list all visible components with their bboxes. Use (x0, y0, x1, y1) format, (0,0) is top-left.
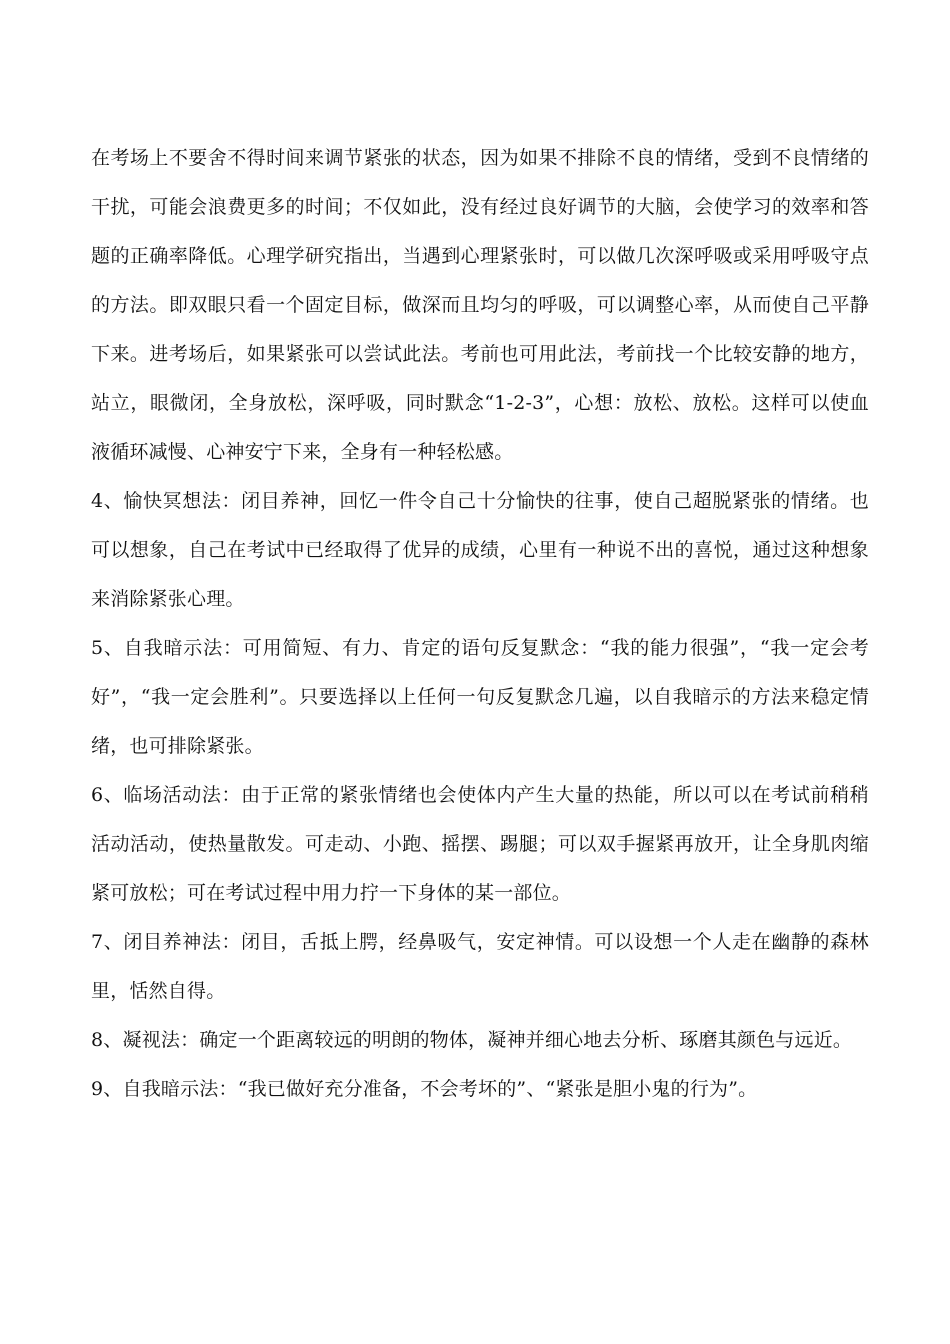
paragraph-item-7: 7、闭目养神法：闭目，舌抵上腭，经鼻吸气，安定神情。可以设想一个人走在幽静的森林里，恬然自得。 (91, 931, 869, 1002)
paragraph-item-9: 9、自我暗示法：“我已做好充分准备，不会考坏的”、“紧张是胆小鬼的行为”。 (91, 1078, 758, 1100)
paragraph-item-4: 4、愉快冥想法：闭目养神，回忆一件令自己十分愉快的往事，使自己超脱紧张的情绪。也可以想象，自己在考试中已经取得了优异的成绩，心里有一种说不出的喜悦，通过这种想象来消除紧张心理。 (91, 490, 869, 610)
paragraph-intro: 在考场上不要舍不得时间来调节紧张的状态，因为如果不排除不良的情绪，受到不良情绪的干扰，可能会浪费更多的时间；不仅如此，没有经过良好调节的大脑，会使学习的效率和答题的正确率降低。心理学研究指出，当遇到心理紧张时，可以做几次深呼吸或采用呼吸守点的方法。即双眼只看一个固定目标，做深而且均匀的呼吸，可以调整心率，从而使自己平静下来。进考场后，如果紧张可以尝试此法。考前也可用此法，考前找一个比较安静的地方，站立，眼微闭，全身放松，深呼吸，同时默念“1-2-3”，心想：放松、放松。这样可以使血液循环减慢、心神安宁下来，全身有一种轻松感。 (91, 147, 869, 463)
paragraph-item-6: 6、临场活动法：由于正常的紧张情绪也会使体内产生大量的热能，所以可以在考试前稍稍活动活动，使热量散发。可走动、小跑、摇摆、踢腿；可以双手握紧再放开，让全身肌肉缩紧可放松；可在考试过程中用力拧一下身体的某一部位。 (91, 784, 869, 904)
paragraph-item-5: 5、自我暗示法：可用简短、有力、肯定的语句反复默念：“我的能力很强”，“我一定会考好”，“我一定会胜利”。只要选择以上任何一句反复默念几遍，以自我暗示的方法来稳定情绪，也可排除紧张。 (91, 637, 869, 757)
document-body (91, 134, 869, 1114)
paragraph-item-8: 8、凝视法：确定一个距离较远的明朗的物体，凝神并细心地去分析、琢磨其颜色与远近。 (91, 1029, 853, 1051)
